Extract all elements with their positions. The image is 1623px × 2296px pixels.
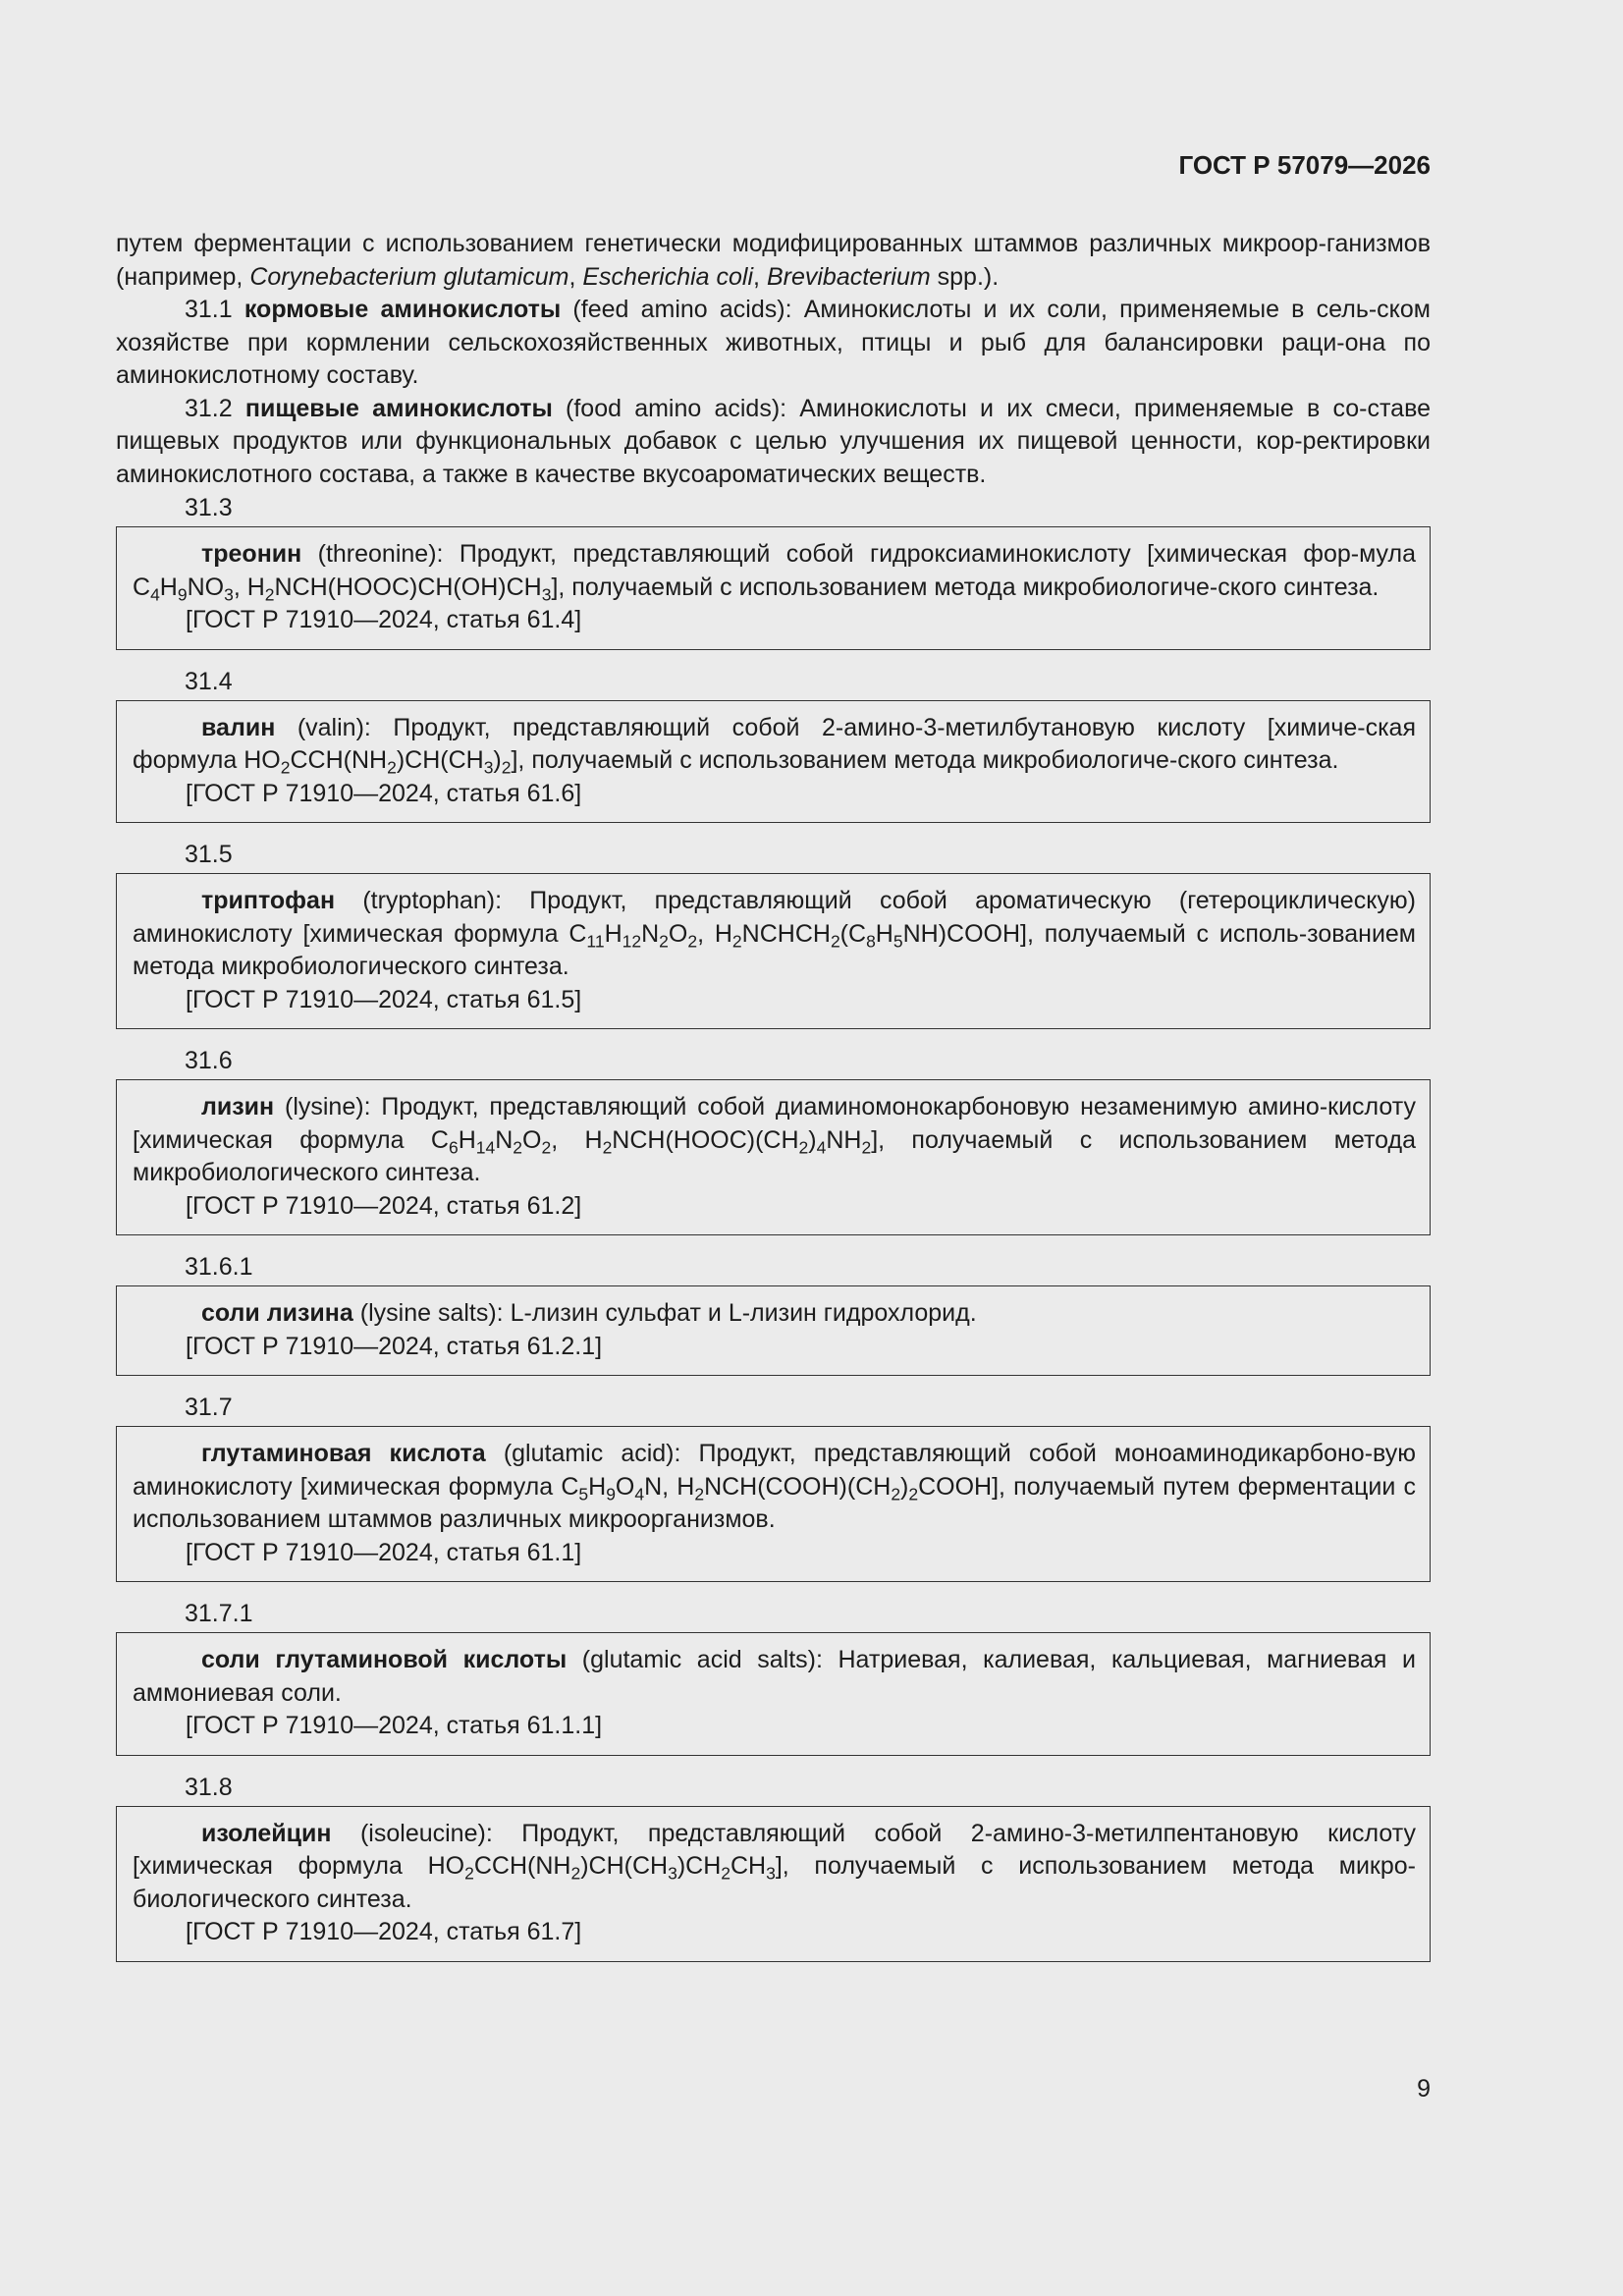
- definition-segment: , H: [697, 919, 732, 948]
- definition-segment: ], получаемый с использованием метода микробиологического синтеза.: [133, 1125, 1416, 1186]
- definition-segment: H: [588, 1472, 607, 1501]
- source-reference: [ГОСТ Р 71910—2024, статья 61.1.1]: [186, 1712, 603, 1739]
- entry-number: 31.7: [185, 1394, 233, 1421]
- entry-number: 31.5: [185, 841, 233, 868]
- definition-segment: NH)COOH], получаемый с исполь-зованием метода микробиологического синтеза.: [133, 919, 1416, 980]
- term-name: соли глутаминовой кислоты: [201, 1646, 568, 1673]
- separator: ,: [568, 262, 583, 291]
- definition-segment: , H: [233, 573, 265, 601]
- source-reference: [ГОСТ Р 71910—2024, статья 61.6]: [186, 779, 582, 807]
- formula-subscript: 2: [891, 1483, 901, 1503]
- definition-segment: ], получаемый с использованием метода микробиологиче-ского синтеза.: [551, 573, 1380, 601]
- formula-subscript: 2: [694, 1483, 705, 1503]
- definition-segment: (C: [839, 919, 867, 948]
- source-reference: [ГОСТ Р 71910—2024, статья 61.1]: [186, 1538, 582, 1566]
- formula-subscript: 2: [387, 757, 397, 778]
- species-name: Escherichia coli: [582, 262, 754, 291]
- formula-subscript: 2: [464, 1863, 474, 1884]
- source-reference: [ГОСТ Р 71910—2024, статья 61.2]: [186, 1191, 582, 1220]
- intro-text-end: spp.).: [930, 262, 1000, 291]
- term-name: лизин: [201, 1093, 275, 1121]
- formula-subscript: 2: [731, 930, 742, 951]
- term-name: триптофан: [201, 887, 336, 914]
- entry-number: 31.6: [185, 1047, 233, 1074]
- definition-segment: CCH(NH: [290, 746, 388, 774]
- intro-paragraph: [116, 228, 1431, 294]
- definition-segment: CCH(NH: [473, 1852, 571, 1880]
- definition-segment: NH: [826, 1125, 862, 1154]
- term-name: соли лизина: [201, 1299, 353, 1327]
- definition-segment: O: [668, 919, 688, 948]
- entry-number: 31.7.1: [185, 1600, 253, 1627]
- source-reference: [ГОСТ Р 71910—2024, статья 61.2.1]: [186, 1332, 603, 1360]
- formula-subscript: 2: [861, 1136, 872, 1157]
- term-name: треонин: [201, 540, 302, 568]
- source-reference: [ГОСТ Р 71910—2024, статья 61.5]: [186, 985, 582, 1013]
- definition-segment: H: [458, 1125, 476, 1154]
- definition-text: [133, 1818, 1416, 1917]
- source-reference: [ГОСТ Р 71910—2024, статья 61.7]: [186, 1918, 582, 1945]
- formula-subscript: 4: [150, 583, 160, 604]
- term-definition-box: [116, 1079, 1431, 1235]
- definition-segment: NCH(COOH)(CH: [704, 1472, 892, 1501]
- formula-subscript: 6: [448, 1136, 459, 1157]
- formula-subscript: 12: [622, 930, 642, 951]
- definition-segment: ): [900, 1472, 909, 1501]
- definition-segment: COOH], получаемый путем ферментации с использованием штаммов различных микроорганизмов.: [133, 1472, 1416, 1533]
- formula-subscript: 2: [602, 1136, 613, 1157]
- formula-subscript: 11: [586, 930, 605, 951]
- term-definition-box: [116, 1285, 1431, 1376]
- definition-segment: (lysine): Продукт, представляющий собой диаминомонокарбоновую незаменимую амино-кислоту [химическая формула C: [133, 1093, 1416, 1154]
- formula-subscript: 9: [177, 583, 188, 604]
- definition-segment: )CH(CH: [396, 746, 484, 774]
- separator: ,: [753, 262, 767, 291]
- definition-segment: N, H: [644, 1472, 695, 1501]
- formula-subscript: 3: [224, 583, 234, 604]
- definition-segment: NCH(HOOC)CH(OH)CH: [274, 573, 542, 601]
- formula-subscript: 3: [483, 757, 494, 778]
- definition-segment: )CH(CH: [580, 1852, 669, 1880]
- formula-subscript: 2: [570, 1863, 581, 1884]
- term-definition-box: [116, 1806, 1431, 1962]
- intro-text: путем ферментации с использованием генетически модифицированных штаммов различных микроор-ганизмов (например,: [116, 230, 1431, 291]
- definition-segment: ], получаемый с использованием метода микробиологиче-ского синтеза.: [511, 746, 1339, 774]
- clause-number: 31.2: [185, 394, 245, 422]
- formula-subscript: 3: [766, 1863, 776, 1884]
- definition-segment: (threonine): Продукт, представляющий собой гидроксиаминокислоту [химическая фор-мула C: [133, 540, 1416, 601]
- entry-number: 31.4: [185, 667, 233, 695]
- definition-text: [133, 1644, 1416, 1710]
- definition-segment: H: [159, 573, 178, 601]
- entry-number: 31.6.1: [185, 1253, 253, 1281]
- term-name: кормовые аминокислоты: [243, 296, 562, 323]
- term-definition-box: [116, 700, 1431, 824]
- term-name: глутаминовая кислота: [201, 1440, 486, 1467]
- formula-subscript: 5: [578, 1483, 589, 1503]
- formula-subscript: 2: [264, 583, 275, 604]
- definition-segment: (lysine salts): L-лизин сульфат и L-лизин гидрохлорид.: [359, 1299, 977, 1327]
- definition-segment: (glutamic acid salts): Натриевая, калиевая, кальциевая, магниевая и аммониевая соли.: [133, 1646, 1416, 1707]
- formula-subscript: 2: [280, 757, 291, 778]
- definition-segment: (isoleucine): Продукт, представляющий собой 2-амино-3-метилпентановую кислоту [химическая формула HO: [133, 1819, 1416, 1880]
- formula-subscript: 3: [668, 1863, 677, 1884]
- formula-subscript: 5: [893, 930, 903, 951]
- definition-segment: ): [808, 1125, 817, 1154]
- definition-segment: (glutamic acid): Продукт, представляющий собой моноаминодикарбоно-вую аминокислоту [химическая формула C: [133, 1440, 1417, 1501]
- term-entries: [116, 491, 1431, 1962]
- definition-segment: H: [875, 919, 893, 948]
- species-name: Brevibacterium: [766, 262, 931, 291]
- definition-text: [133, 538, 1416, 604]
- definition-text: [133, 885, 1416, 984]
- term-definition-box: [116, 1632, 1431, 1756]
- formula-subscript: 2: [908, 1483, 919, 1503]
- document-header: ГОСТ Р 57079—2026: [1178, 150, 1431, 180]
- definition-segment: NO: [187, 573, 225, 601]
- definition-segment: NCHCH: [741, 919, 831, 948]
- definition-segment: (valin): Продукт, представляющий собой 2-амино-3-метилбутановую кислоту [химиче-ская формула HO: [133, 713, 1416, 774]
- definition-text: [133, 1438, 1416, 1537]
- term-name: валин: [201, 713, 276, 741]
- formula-subscript: 2: [541, 1136, 552, 1157]
- definition-segment: H: [604, 919, 622, 948]
- definition-segment: N: [641, 919, 660, 948]
- definition-segment: , H: [551, 1125, 603, 1154]
- formula-subscript: 9: [606, 1483, 616, 1503]
- formula-subscript: 2: [830, 930, 840, 951]
- term-definition-box: [116, 526, 1431, 650]
- clause-number: 31.1: [185, 296, 244, 323]
- species-name: Corynebacterium glutamicum: [249, 262, 569, 291]
- formula-subscript: 2: [659, 930, 669, 951]
- definition-text: [133, 712, 1416, 778]
- entry-number: 31.8: [185, 1773, 233, 1801]
- formula-subscript: 2: [721, 1863, 730, 1884]
- definition-segment: N: [495, 1125, 514, 1154]
- definition-segment: NCH(HOOC)(CH: [612, 1125, 799, 1154]
- term-definition: (feed amino acids): Аминокислоты и их соли, применяемые в сель-ском хозяйстве при кормлении сельскохозяйственных животных, птицы и рыб для балансировки раци-она по аминокислотному составу.: [116, 296, 1431, 389]
- formula-subscript: 3: [541, 583, 552, 604]
- definition-segment: CH: [730, 1852, 767, 1880]
- formula-subscript: 4: [634, 1483, 645, 1503]
- definition-segment: )CH: [676, 1852, 722, 1880]
- formula-subscript: 2: [501, 757, 512, 778]
- term-name: пищевые аминокислоты: [244, 394, 553, 422]
- formula-subscript: 2: [513, 1136, 523, 1157]
- formula-subscript: 8: [866, 930, 876, 951]
- document-body: [116, 228, 1431, 1977]
- formula-subscript: 2: [687, 930, 698, 951]
- term-name: изолейцин: [201, 1819, 332, 1847]
- entry-number: 31.3: [185, 494, 233, 521]
- term-paragraph-31-1: [116, 294, 1431, 393]
- definition-segment: O: [615, 1472, 635, 1501]
- term-paragraph-31-2: [116, 393, 1431, 492]
- definition-text: [133, 1091, 1416, 1190]
- formula-subscript: 4: [816, 1136, 827, 1157]
- source-reference: [ГОСТ Р 71910—2024, статья 61.4]: [186, 606, 582, 633]
- formula-subscript: 14: [475, 1136, 496, 1157]
- definition-segment: ): [493, 746, 502, 774]
- page-number: 9: [1417, 2075, 1431, 2103]
- definition-segment: ], получаемый с использованием метода микро-биологического синтеза.: [133, 1852, 1416, 1913]
- term-definition-box: [116, 873, 1431, 1029]
- definition-text: [133, 1297, 1416, 1331]
- term-definition-box: [116, 1426, 1431, 1582]
- formula-subscript: 2: [798, 1136, 809, 1157]
- term-definition: (food amino acids): Аминокислоты и их смеси, применяемые в со-ставе пищевых продуктов или функциональных добавок с целью улучшения их пищевой ценности, кор-ректировки аминокислотного состава, а также в качестве вкусоароматических веществ.: [116, 394, 1431, 488]
- definition-segment: (tryptophan): Продукт, представляющий собой ароматическую (гетероциклическую) аминокислоту [химическая формула C: [133, 887, 1416, 948]
- definition-segment: O: [522, 1125, 542, 1154]
